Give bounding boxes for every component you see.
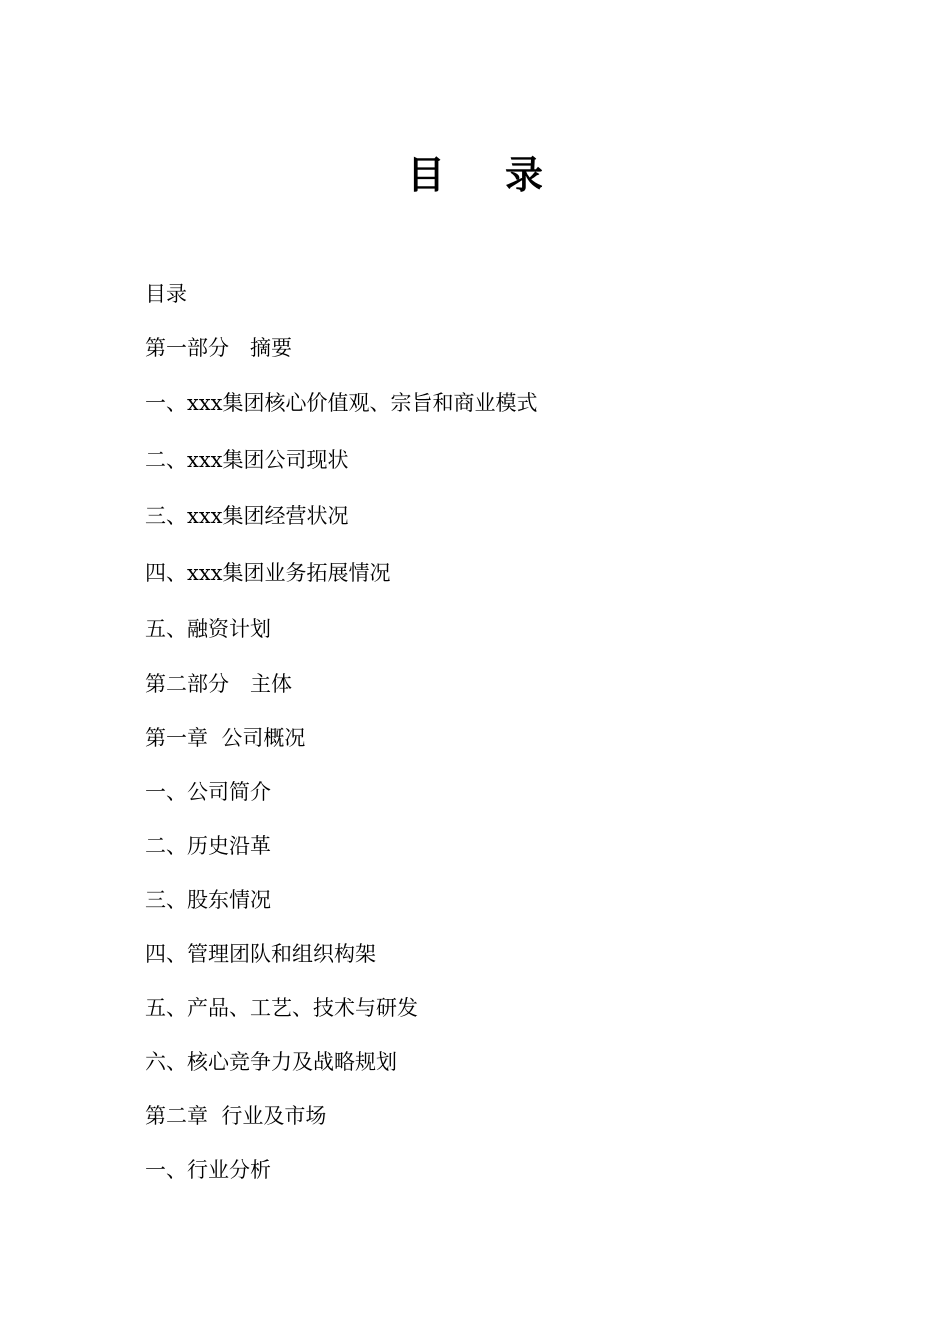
title-char-1: 目 bbox=[406, 152, 445, 197]
toc-item: 五、产品、工艺、技术与研发 bbox=[145, 996, 418, 1020]
toc-item: 六、核心竞争力及战略规划 bbox=[145, 1050, 397, 1074]
toc-item: 一、行业分析 bbox=[145, 1158, 271, 1182]
toc-item: 第二章 行业及市场 bbox=[145, 1104, 327, 1128]
toc-item: 第一部分 摘要 bbox=[145, 336, 292, 360]
toc-item: 二、xxx集团公司现状 bbox=[145, 448, 349, 472]
page-title bbox=[0, 150, 950, 200]
toc-item: 二、历史沿革 bbox=[145, 834, 271, 858]
toc-item: 三、xxx集团经营状况 bbox=[145, 504, 349, 528]
toc-item: 一、xxx集团核心价值观、宗旨和商业模式 bbox=[145, 391, 538, 415]
title-char-2: 录 bbox=[505, 152, 544, 197]
toc-item: 一、公司简介 bbox=[145, 780, 271, 804]
toc-item: 四、xxx集团业务拓展情况 bbox=[145, 561, 391, 585]
toc-item: 五、融资计划 bbox=[145, 617, 271, 641]
toc-item: 四、管理团队和组织构架 bbox=[145, 942, 376, 966]
toc-item: 目录 bbox=[145, 282, 187, 306]
toc-item: 第二部分 主体 bbox=[145, 672, 292, 696]
toc-item: 三、股东情况 bbox=[145, 888, 271, 912]
toc-item: 第一章 公司概况 bbox=[145, 726, 306, 750]
